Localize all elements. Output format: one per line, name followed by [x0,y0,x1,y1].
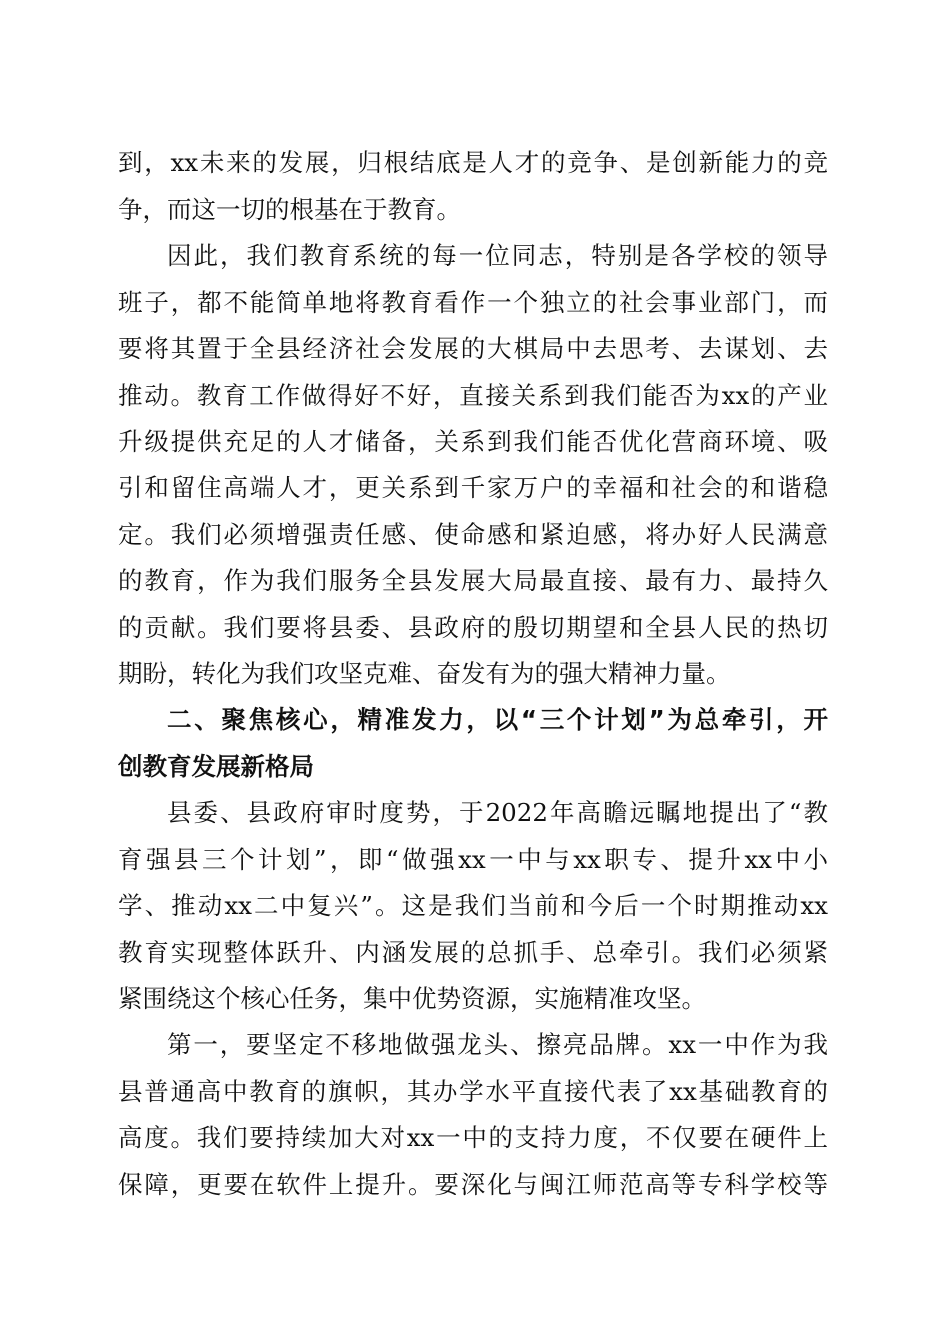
paragraph-first-line: 第一，要坚定不移地做强龙头、擦亮品牌。xx一中作为我 [167,1030,828,1059]
text-line: 的教育，作为我们服务全县发展大局最直接、最有力、最持久 [118,566,828,595]
text-line: 育强县三个计划”，即“做强xx一中与xx职专、提升xx中小 [118,845,828,874]
text-line: 的贡献。我们要将县委、县政府的殷切期望和全县人民的热切 [118,613,828,642]
text-line: 推动。教育工作做得好不好，直接关系到我们能否为xx的产业 [118,381,828,410]
text-line: 保障，更要在软件上提升。要深化与闽江师范高等专科学校等 [118,1170,828,1199]
text-line: 升级提供充足的人才储备，关系到我们能否优化营商环境、吸 [118,427,828,456]
text-line: 高度。我们要持续加大对xx一中的支持力度，不仅要在硬件上 [118,1123,828,1152]
text-line: 期盼，转化为我们攻坚克难、奋发有为的强大精神力量。 [118,659,731,688]
text-line: 县普通高中教育的旗帜，其办学水平直接代表了xx基础教育的 [118,1077,828,1106]
paragraph-first-line: 县委、县政府审时度势，于2022年高瞻远瞩地提出了“教 [167,798,828,827]
text-line: 定。我们必须增强责任感、使命感和紧迫感，将办好人民满意 [118,520,828,549]
text-line: 教育实现整体跃升、内涵发展的总抓手、总牵引。我们必须紧 [118,938,828,967]
section-heading: 二、聚焦核心，精准发力，以“三个计划”为总牵引，开 [167,705,828,734]
text-line: 引和留住高端人才，更关系到千家万户的幸福和社会的和谐稳 [118,473,828,502]
text-line: 紧围绕这个核心任务，集中优势资源，实施精准攻坚。 [118,984,706,1013]
text-line: 学、推动xx二中复兴”。这是我们当前和今后一个时期推动xx [118,891,828,920]
paragraph-first-line: 因此，我们教育系统的每一位同志，特别是各学校的领导 [167,241,828,270]
text-line: 到，xx未来的发展，归根结底是人才的竞争、是创新能力的竞 [118,148,828,177]
text-line: 班子，都不能简单地将教育看作一个独立的社会事业部门，而 [118,288,828,317]
text-line: 争，而这一切的根基在于教育。 [118,195,461,224]
text-line: 要将其置于全县经济社会发展的大棋局中去思考、去谋划、去 [118,334,828,363]
section-heading: 创教育发展新格局 [118,752,314,781]
